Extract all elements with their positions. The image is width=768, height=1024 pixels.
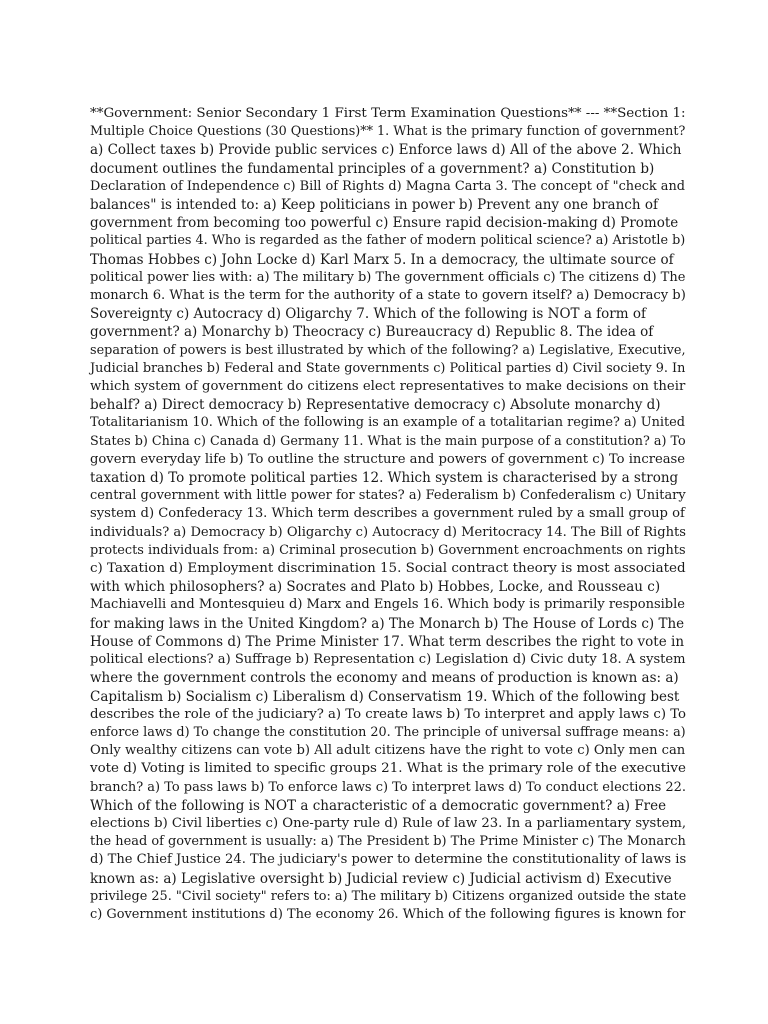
text-line: Only wealthy citizens can vote b) All adult citizens have the right to vote c) Only men can xyxy=(90,743,686,759)
text-line: **Government: Senior Secondary 1 First Term Examination Questions** --- **Section 1: xyxy=(90,106,686,121)
text-line: for making laws in the United Kingdom? a) The Monarch b) The House of Lords c) The xyxy=(90,615,685,632)
exam-questions-text xyxy=(90,105,686,924)
text-line: behalf? a) Direct democracy b) Representative democracy c) Absolute monarchy d) xyxy=(90,397,661,414)
text-line: Sovereignty c) Autocracy d) Oligarchy 7. Which of the following is NOT a form of xyxy=(90,306,646,323)
text-line: which system of government do citizens elect representatives to make decisions on their xyxy=(90,379,686,395)
text-line: taxation d) To promote political parties 12. Which system is characterised by a strong xyxy=(90,470,679,487)
text-line: Machiavelli and Montesquieu d) Marx and Engels 16. Which body is primarily responsible xyxy=(90,597,685,613)
text-line: central government with little power for states? a) Federalism b) Confederalism c) Unitary xyxy=(90,488,686,504)
text-line: privilege 25. "Civil society" refers to: a) The military b) Citizens organized outside the state xyxy=(90,888,687,904)
text-line: separation of powers is best illustrated by which of the following? a) Legislative, Executive, xyxy=(90,342,686,358)
text-line: branch? a) To pass laws b) To enforce laws c) To interpret laws d) To conduct elections 22. xyxy=(90,779,686,795)
text-line: where the government controls the economy and means of production is known as: a) xyxy=(90,670,679,687)
text-line: Multiple Choice Questions (30 Questions)** 1. What is the primary function of government? xyxy=(90,124,686,140)
text-line: monarch 6. What is the term for the authority of a state to govern itself? a) Democracy b) xyxy=(90,288,686,304)
text-line: political parties 4. Who is regarded as the father of modern political science? a) Aristotle b) xyxy=(90,233,686,249)
text-line: system d) Confederacy 13. Which term describes a government ruled by a small group of xyxy=(90,506,685,522)
text-line: government? a) Monarchy b) Theocracy c) Bureaucracy d) Republic 8. The idea of xyxy=(90,324,654,341)
text-line: govern everyday life b) To outline the structure and powers of government c) To increase xyxy=(90,451,686,467)
text-line: government from becoming too powerful c) Ensure rapid decision-making d) Promote xyxy=(90,215,679,232)
text-line: political elections? a) Suffrage b) Representation c) Legislation d) Civic duty 18. A system xyxy=(90,652,686,668)
text-line: describes the role of the judiciary? a) To create laws b) To interpret and apply laws c) To xyxy=(90,706,686,722)
text-line: Capitalism b) Socialism c) Liberalism d) Conservatism 19. Which of the following best xyxy=(90,688,680,705)
text-line: the head of government is usually: a) The President b) The Prime Minister c) The Monarch xyxy=(90,834,686,850)
text-line: States b) China c) Canada d) Germany 11. What is the main purpose of a constitution? a) To xyxy=(90,433,686,449)
text-line: vote d) Voting is limited to specific groups 21. What is the primary role of the executive xyxy=(90,761,686,777)
text-line: Thomas Hobbes c) John Locke d) Karl Marx 5. In a democracy, the ultimate source of xyxy=(90,251,674,268)
text-line: protects individuals from: a) Criminal prosecution b) Government encroachments on rights xyxy=(90,542,686,558)
text-line: d) The Chief Justice 24. The judiciary's power to determine the constitutionality of laws is xyxy=(90,852,687,868)
text-line: known as: a) Legislative oversight b) Judicial review c) Judicial activism d) Executive xyxy=(90,870,672,887)
text-line: c) Taxation d) Employment discrimination 15. Social contract theory is most associated xyxy=(90,561,686,577)
text-line: elections b) Civil liberties c) One-party rule d) Rule of law 23. In a parliamentary system, xyxy=(90,815,687,831)
text-line: individuals? a) Democracy b) Oligarchy c) Autocracy d) Meritocracy 14. The Bill of Rights xyxy=(90,524,686,540)
text-line: House of Commons d) The Prime Minister 17. What term describes the right to vote in xyxy=(90,633,685,650)
text-line: political power lies with: a) The military b) The government officials c) The citizens d) The xyxy=(90,269,686,285)
text-line: enforce laws d) To change the constitution 20. The principle of universal suffrage means: a) xyxy=(90,724,686,740)
text-line: Totalitarianism 10. Which of the following is an example of a totalitarian regime? a) United xyxy=(90,415,686,431)
text-line: balances" is intended to: a) Keep politicians in power b) Prevent any one branch of xyxy=(90,197,658,214)
text-line: document outlines the fundamental principles of a government? a) Constitution b) xyxy=(90,160,655,177)
text-line: Declaration of Independence c) Bill of Rights d) Magna Carta 3. The concept of "check and xyxy=(90,178,686,194)
text-line: with which philosophers? a) Socrates and Plato b) Hobbes, Locke, and Rousseau c) xyxy=(90,579,661,596)
text-line: Which of the following is NOT a characteristic of a democratic government? a) Free xyxy=(90,797,667,814)
text-line: c) Government institutions d) The economy 26. Which of the following figures is known for xyxy=(90,906,686,922)
text-line: a) Collect taxes b) Provide public services c) Enforce laws d) All of the above 2. Which xyxy=(90,142,682,159)
text-line: Judicial branches b) Federal and State governments c) Political parties d) Civil society 9. In xyxy=(90,360,686,376)
